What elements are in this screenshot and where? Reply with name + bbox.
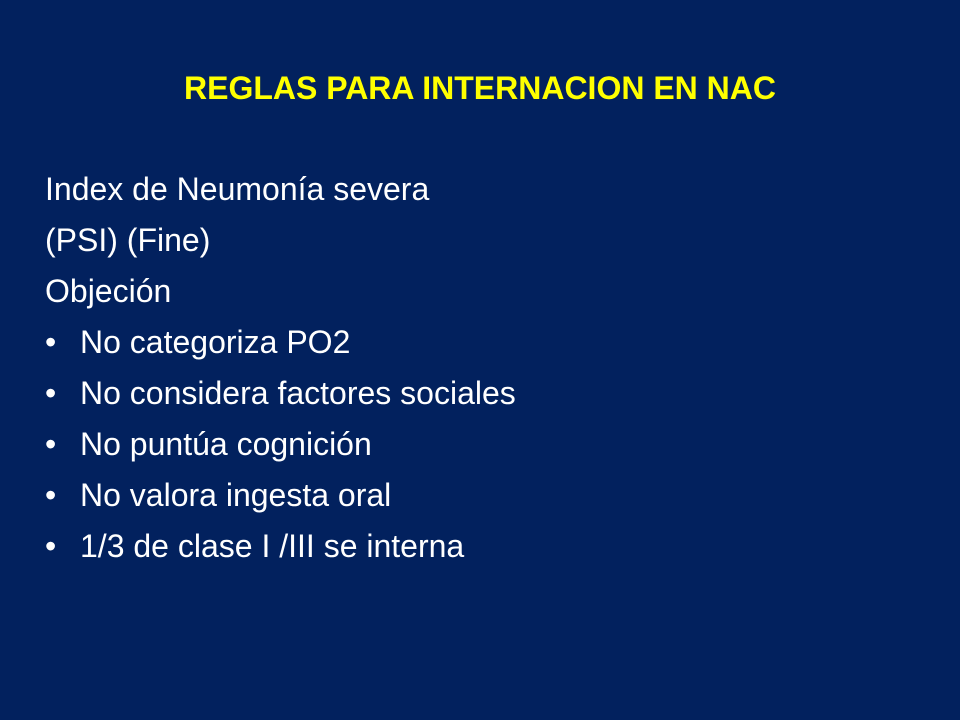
bullet-item <box>45 521 465 572</box>
bullet-text: No valora ingesta oral <box>80 477 392 513</box>
bullet-dot-icon: • <box>45 426 57 462</box>
body-line-objecion: Objeción <box>45 273 172 309</box>
bullet-item <box>45 419 429 470</box>
slide-body <box>45 164 516 572</box>
bullet-text: 1/3 de clase I /III se interna <box>80 528 465 564</box>
slide-title: REGLAS PARA INTERNACION EN NAC <box>183 70 776 106</box>
bullet-text: No considera factores sociales <box>80 375 516 411</box>
bullet-item <box>45 317 429 368</box>
bullet-text: No puntúa cognición <box>80 426 372 462</box>
bullet-dot-icon: • <box>45 528 57 564</box>
bullet-item <box>45 368 516 419</box>
bullet-dot-icon: • <box>45 477 57 513</box>
body-line-index: Index de Neumonía severa <box>45 171 430 207</box>
bullet-dot-icon: • <box>45 375 57 411</box>
bullet-text: No categoriza PO2 <box>80 324 351 360</box>
body-line-psi: (PSI) (Fine) <box>45 222 211 258</box>
bullet-item <box>45 470 429 521</box>
bullet-dot-icon: • <box>45 324 57 360</box>
